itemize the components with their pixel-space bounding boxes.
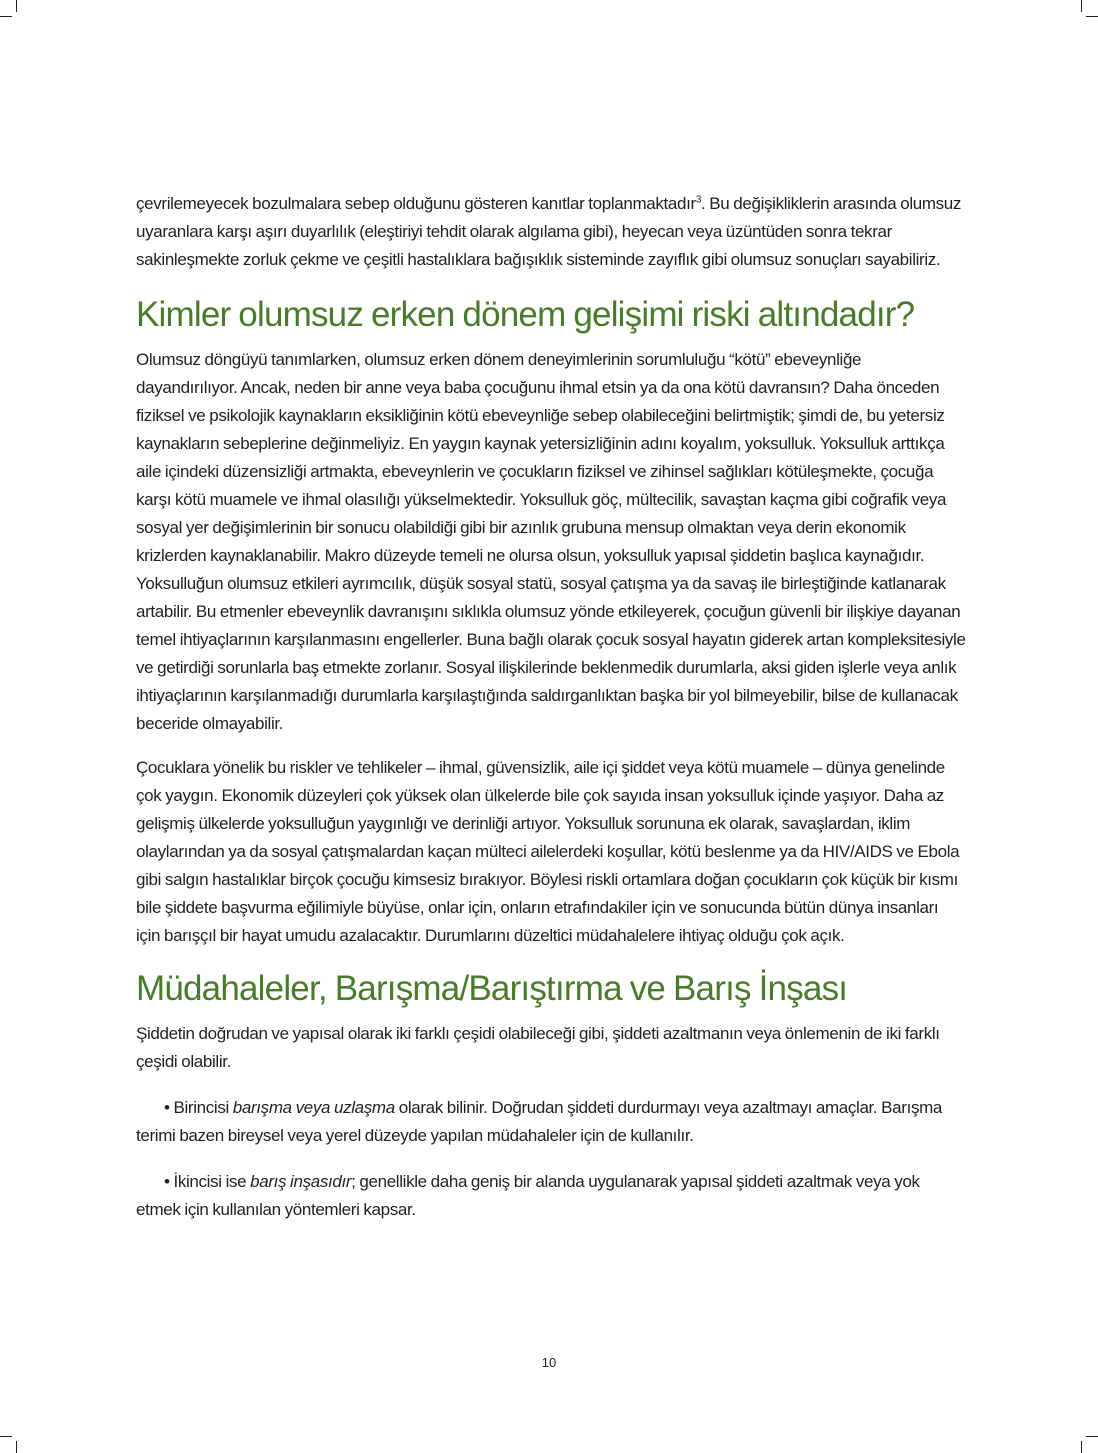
- bullet-lead: İkincisi ise: [169, 1172, 251, 1191]
- bullet-item: [136, 1168, 966, 1224]
- footnote-reference[interactable]: 3: [695, 194, 702, 206]
- body-paragraph: Çocuklara yönelik bu riskler ve tehlikeler – ihmal, güvensizlik, aile içi şiddet veya kötü muamele – dünya genelinde çok yaygın. Ekonomik düzeyleri çok yüksek olan ülkelerde bile çok sayıda insan yoksulluk içinde yaşıyor. Daha az gelişmiş ülkelerde yoksulluğun yaygınlığı ve derinliği artıyor. Yoksulluk sorununa ek olarak, savaşlardan, iklim olaylarından ya da sosyal çatışmalardan kaçan mülteci ailelerdeki koşullar, kötü beslenme ya da HIV/AIDS ve Ebola gibi salgın hastalıklar birçok çocuğu kimsesiz bırakıyor. Böylesi riskli ortamlara doğan çocukların çok küçük bir kısmı bile şiddete başvurma eğilimiyle büyüse, onlar için, onların etrafındakiler için ve sonucunda bütün dünya insanları için barışçıl bir hayat umudu azalacaktır. Durumlarını düzeltici müdahalelere ihtiyaç olduğu çok açık.: [136, 758, 960, 945]
- crop-mark: [0, 16, 12, 17]
- bullet-marker: •: [164, 1172, 170, 1191]
- body-paragraph: Olumsuz döngüyü tanımlarken, olumsuz erken dönem deneyimlerinin sorumluluğu “kötü” ebeveynliğe dayandırılıyor. Ancak, neden bir anne veya baba çocuğunu ihmal etsin ya da ona kötü davransın? Daha önceden fiziksel ve psikolojik kaynakların eksikliğinin kötü ebeveynliğe sebep olabileceğini belirtmiştik; şimdi de, bu yetersiz kaynakların sebeplerine değinmeliyiz. En yaygın kaynak yetersizliğinin adını koyalım, yoksulluk. Yoksulluk arttıkça aile içindeki düzensizliği artmakta, ebeveynlerin ve çocukların fiziksel ve zihinsel sağlıkları kötüleşmekte, çocuğa karşı kötü muamele ve ihmal olasılığı yükselmektedir. Yoksulluk göç, mültecilik, savaştan kaçma gibi coğrafik veya sosyal yer değişimlerinin bir sonucu olabildiği gibi bir azınlık grubuna mensup olmaktan veya derin ekonomik krizlerden kaynaklanabilir. Makro düzeyde temeli ne olursa olsun, yoksulluk yapısal şiddetin başlıca kaynağıdır. Yoksulluğun olumsuz etkileri ayrımcılık, düşük sosyal statü, sosyal çatışma ya da savaş ile birleştiğinde katlanarak artabilir. Bu etmenler ebeveynlik davranışını sıklıkla olumsuz yönde etkileyerek, çocuğun güvenli bir ilişkiye dayanan temel ihtiyaçlarının karşılanmasını engellerler. Buna bağlı olarak çocuk sosyal hayatın giderek artan kompleksitesiyle ve getirdiği sorunlarla baş etmekte zorlanır. Sosyal ilişkilerinde beklenmedik durumlarla, aksi giden işlerle veya anlık ihtiyaçlarının karşılanmadığı durumlarla karşılaştığında saldırganlıktan başka bir yol bilmeyebilir, bilse de kullanacak beceride olmayabilir.: [136, 350, 966, 733]
- body-paragraph: Şiddetin doğrudan ve yapısal olarak iki farklı çeşidi olabileceği gibi, şiddeti azaltmanın veya önlemenin de iki farklı çeşidi olabilir.: [136, 1024, 940, 1071]
- page-number: 10: [541, 1355, 557, 1370]
- intro-paragraph: [136, 190, 966, 274]
- crop-mark: [0, 1436, 12, 1437]
- crop-mark: [1081, 0, 1082, 12]
- intro-text-end: . Bu değişikliklerin arasında olumsuz uyaranlara karşı aşırı duyarlılık (eleştiriyi tehdit olarak algılama gibi), heyecan veya üzüntüden sonra tekrar sakinleşmekte zorluk çekme ve çeşitli hastalıklara bağışıklık sisteminde zayıflık gibi olumsuz sonuçları sayabiliriz.: [136, 194, 962, 269]
- bullet-item: [136, 1094, 966, 1150]
- crop-mark: [16, 1441, 17, 1453]
- crop-mark: [16, 0, 17, 12]
- bullet-marker: •: [164, 1098, 170, 1117]
- bullet-rest: olarak bilinir. Doğrudan şiddeti durdurmayı veya azaltmayı amaçlar. Barışma terimi bazen bireysel veya yerel düzeyde yapılan müdahaleler için de kullanılır.: [136, 1098, 943, 1145]
- bullet-lead: Birincisi: [169, 1098, 233, 1117]
- section-heading-interventions: Müdahaleler, Barışma/Barıştırma ve Barış İnşası: [136, 969, 848, 1008]
- intro-text-start: çevrilemeyecek bozulmalara sebep olduğunu gösteren kanıtlar toplanmaktadır: [136, 194, 696, 213]
- section-heading-risk: Kimler olumsuz erken dönem gelişimi riski altındadır?: [136, 295, 915, 334]
- crop-mark: [1086, 1436, 1098, 1437]
- bullet-rest: ; genellikle daha geniş bir alanda uygulanarak yapısal şiddeti azaltmak veya yok etmek için kullanılan yöntemleri kapsar.: [136, 1172, 920, 1219]
- page-content: [136, 190, 966, 1224]
- crop-mark: [1086, 16, 1098, 17]
- bullet-term: barış inşasıdır: [250, 1172, 352, 1191]
- bullet-term: barışma veya uzlaşma: [232, 1098, 395, 1117]
- crop-mark: [1081, 1441, 1082, 1453]
